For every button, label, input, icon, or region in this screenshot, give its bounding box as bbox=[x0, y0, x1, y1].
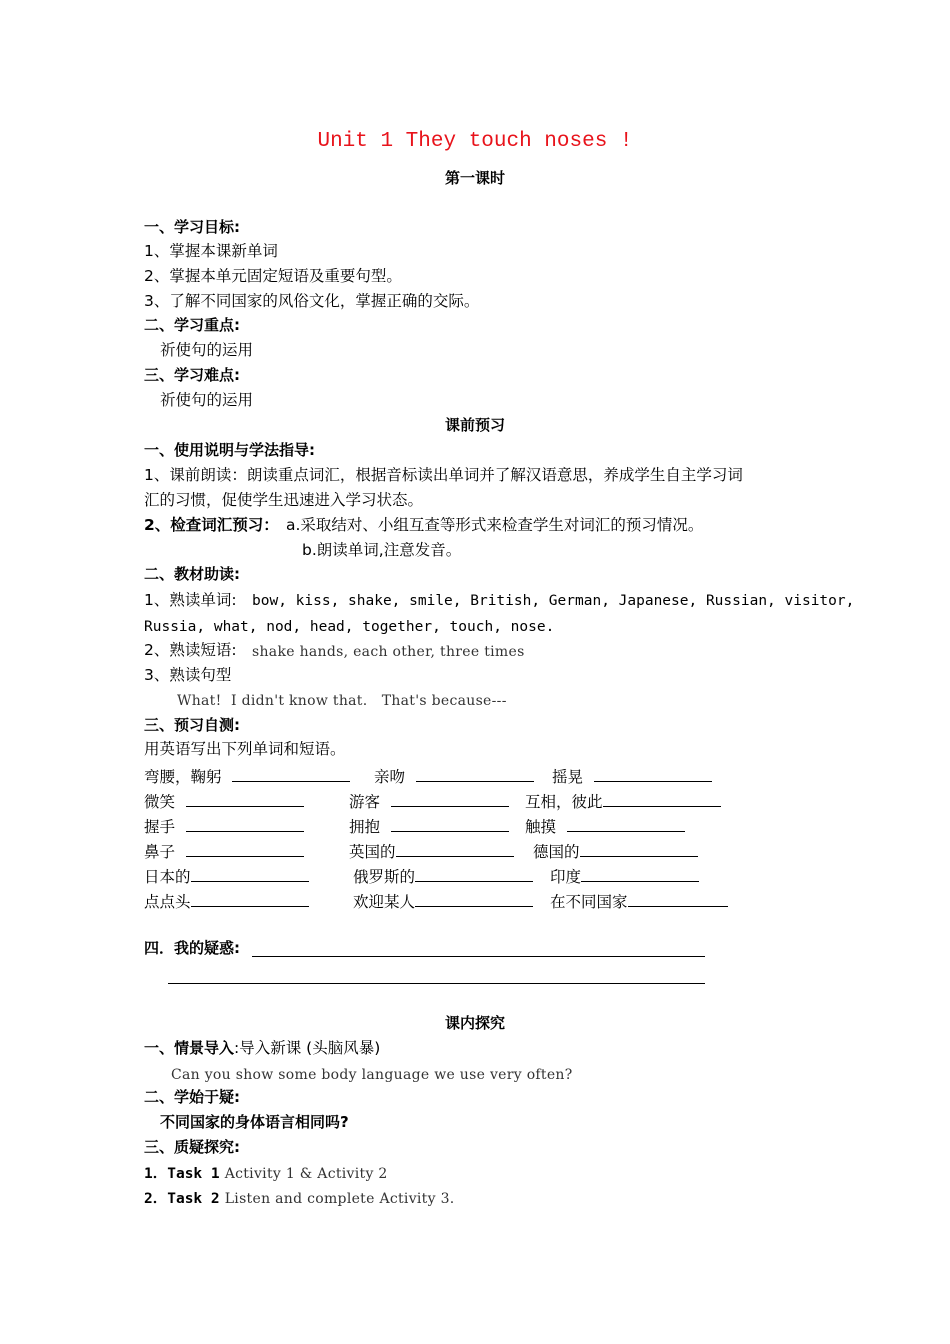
vocab-item: 弯腰，鞠躬 bbox=[144, 767, 350, 786]
sentences-label: 3、熟读句型 bbox=[144, 666, 232, 684]
vocab-item: 摇晃 bbox=[552, 767, 712, 786]
keypoints-heading: 二、学习重点: bbox=[144, 316, 240, 334]
vocab-item: 德国的 bbox=[533, 842, 698, 861]
doubts-heading: 四．我的疑惑: bbox=[144, 939, 240, 957]
doubt-heading: 二、学始于疑: bbox=[144, 1088, 240, 1106]
phrases-label: 2、熟读短语: bbox=[144, 641, 237, 659]
vocab-item: 鼻子 bbox=[144, 842, 304, 861]
task-2: 2．Task 2 Listen and complete Activity 3. bbox=[144, 1191, 455, 1207]
phrases-list: shake hands, each other, three times bbox=[252, 644, 525, 660]
vocab-item: 欢迎某人 bbox=[353, 892, 533, 911]
vocab-item: 俄罗斯的 bbox=[353, 867, 533, 886]
vocab-item: 点点头 bbox=[144, 892, 309, 911]
vocab-item: 印度 bbox=[550, 867, 699, 886]
guide-text: 汇的习惯，促使学生迅速进入学习状态。 bbox=[144, 491, 424, 509]
guide-check-b: b.朗读单词,注意发音。 bbox=[302, 541, 462, 559]
goal-item: 3、了解不同国家的风俗文化，掌握正确的交际。 bbox=[144, 292, 480, 310]
intro-line: 一、情景导入:导入新课 (头脑风暴) bbox=[144, 1039, 381, 1057]
goals-heading: 一、学习目标: bbox=[144, 218, 240, 236]
vocab-item: 英国的 bbox=[349, 842, 514, 861]
words-list: Russia, what, nod, head, together, touch, nose. bbox=[144, 619, 555, 635]
vocab-item: 握手 bbox=[144, 817, 304, 836]
guide-heading: 一、使用说明与学法指导: bbox=[144, 441, 315, 459]
vocab-item: 游客 bbox=[349, 792, 509, 811]
guide-check-label: 2、检查词汇预习： bbox=[144, 516, 279, 534]
document-title: Unit 1 They touch noses ! bbox=[317, 130, 633, 153]
guide-text: 1、课前朗读：朗读重点词汇，根据音标读出单词并了解汉语意思，养成学生自主学习词 bbox=[144, 466, 743, 484]
keypoints-text: 祈使句的运用 bbox=[160, 341, 254, 359]
vocab-item: 在不同国家 bbox=[550, 892, 728, 911]
goal-item: 2、掌握本单元固定短语及重要句型。 bbox=[144, 267, 402, 285]
difficulties-text: 祈使句的运用 bbox=[160, 391, 254, 409]
explore-heading: 三、质疑探究: bbox=[144, 1138, 240, 1156]
intro-question: Can you show some body language we use very often? bbox=[171, 1067, 573, 1083]
preview-heading: 课前预习 bbox=[444, 416, 505, 434]
task-1: 1．Task 1 Activity 1 & Activity 2 bbox=[144, 1166, 388, 1182]
doubts-line bbox=[168, 983, 705, 984]
difficulties-heading: 三、学习难点: bbox=[144, 366, 240, 384]
test-heading: 三、预习自测: bbox=[144, 716, 240, 734]
lesson-heading: 第一课时 bbox=[444, 169, 505, 187]
words-list: bow, kiss, shake, smile, British, German, Japanese, Russian, visitor, bbox=[252, 593, 855, 609]
vocab-item: 触摸 bbox=[525, 817, 685, 836]
goal-item: 1、掌握本课新单词 bbox=[144, 242, 278, 260]
guide-check-a: a.采取结对、小组互查等形式来检查学生对词汇的预习情况。 bbox=[286, 516, 704, 534]
vocab-item: 亲吻 bbox=[374, 767, 534, 786]
doubts-line bbox=[252, 956, 705, 957]
vocab-item: 微笑 bbox=[144, 792, 304, 811]
doubt-question: 不同国家的身体语言相同吗? bbox=[160, 1113, 349, 1131]
words-label: 1、熟读单词: bbox=[144, 591, 237, 609]
test-instruction: 用英语写出下列单词和短语。 bbox=[144, 740, 346, 758]
sentences-list: What! I didn't know that. That's because--- bbox=[177, 693, 507, 709]
vocab-item: 互相，彼此 bbox=[525, 792, 721, 811]
vocab-item: 日本的 bbox=[144, 867, 309, 886]
vocab-item: 拥抱 bbox=[349, 817, 509, 836]
reading-heading: 二、教材助读: bbox=[144, 565, 240, 583]
inclass-heading: 课内探究 bbox=[444, 1014, 505, 1032]
